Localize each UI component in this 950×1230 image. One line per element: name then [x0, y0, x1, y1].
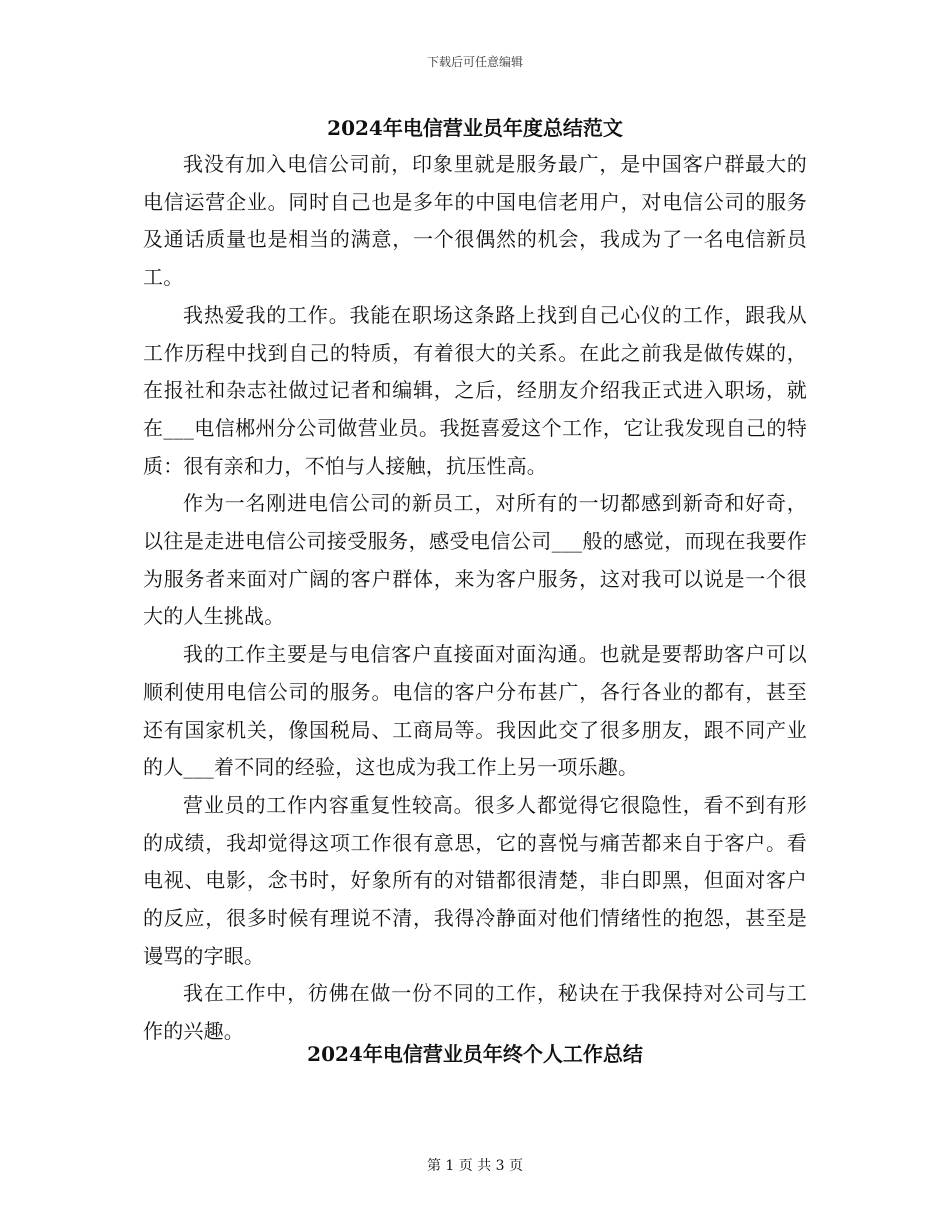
paragraph: 我热爱我的工作。我能在职场这条路上找到自己心仪的工作，跟我从工作历程中找到自己的特质，有着很大的关系。在此之前我是做传媒的，在报社和杂志社做过记者和编辑，之后，经朋友介绍我正式进入职场，就在___电信郴州分公司做营业员。我挺喜爱这个工作，它让我发现自己的特质：很有亲和力，不怕与人接触，抗压性高。	[143, 302, 807, 478]
page-number-footer: 第 1 页 共 3 页	[426, 1158, 524, 1174]
paragraph: 作为一名刚进电信公司的新员工，对所有的一切都感到新奇和好奇，以往是走进电信公司接受服务，感受电信公司___般的感觉，而现在我要作为服务者来面对广阔的客户群体，来为客户服务，这对我可以说是一个很大的人生挑战。	[143, 491, 807, 629]
paragraph: 我没有加入电信公司前，印象里就是服务最广，是中国客户群最大的电信运营企业。同时自己也是多年的中国电信老用户，对电信公司的服务及通话质量也是相当的满意，一个很偶然的机会，我成为了一名电信新员工。	[143, 152, 807, 290]
second-section-title: 2024年电信营业员年终个人工作总结	[307, 1042, 643, 1066]
page-header-note: 下载后可任意编辑	[426, 55, 523, 69]
paragraph: 我在工作中，彷佛在做一份不同的工作，秘诀在于我保持对公司与工作的兴趣。	[143, 981, 807, 1044]
document-body	[143, 146, 807, 1051]
paragraph: 我的工作主要是与电信客户直接面对面沟通。也就是要帮助客户可以顺利使用电信公司的服务。电信的客户分布甚广，各行各业的都有，甚至还有国家机关，像国税局、工商局等。我因此交了很多朋友，跟不同产业的人___着不同的经验，这也成为我工作上另一项乐趣。	[143, 642, 807, 780]
document-title: 2024年电信营业员年度总结范文	[327, 116, 623, 140]
paragraph: 营业员的工作内容重复性较高。很多人都觉得它很隐性，看不到有形的成绩，我却觉得这项工作很有意思，它的喜悦与痛苦都来自于客户。看电视、电影，念书时，好象所有的对错都很清楚，非白即黑，但面对客户的反应，很多时候有理说不清，我得冷静面对他们情绪性的抱怨，甚至是谩骂的字眼。	[143, 792, 807, 968]
